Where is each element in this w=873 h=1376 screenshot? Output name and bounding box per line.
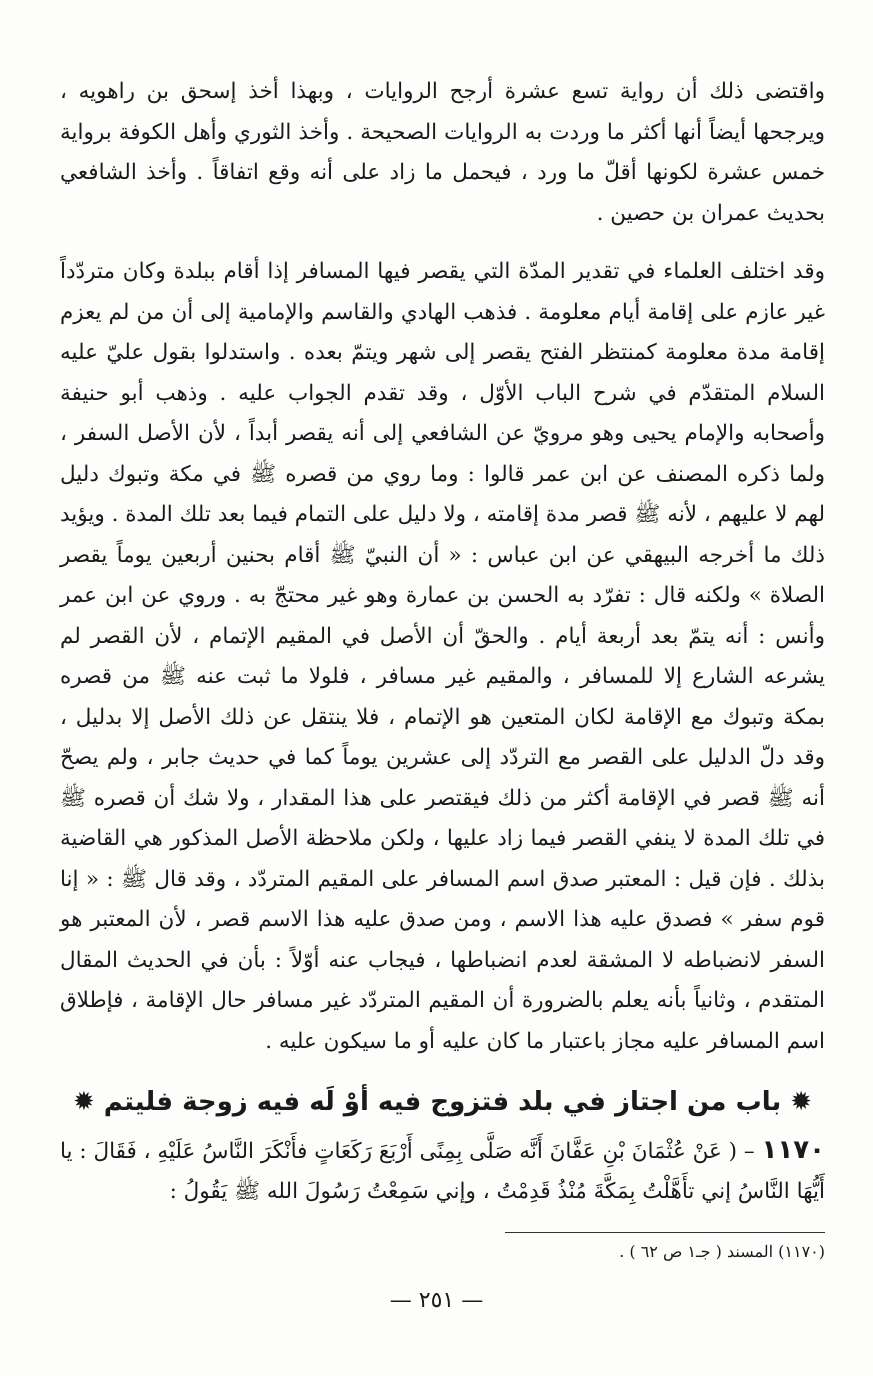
paragraph-1: واقتضى ذلك أن رواية تسع عشرة أرجح الروايات ، وبهذا أخذ إسحق بن راهويه ، ويرجحها أيضاً أنها أكثر ما وردت به الروايات الصحيحة . وأخذ الثوري وأهل الكوفة برواية خمس عشرة لكونها أقلّ ما ورد ، فيحمل ما زاد على أنه وقع اتفاقاً . وأخذ الشافعي بحديث عمران بن حصين .	[60, 79, 825, 226]
hadith-block	[60, 1130, 825, 1212]
page-number: — ٢٥١ —	[389, 1288, 484, 1313]
hadith-number: ١١٧٠	[761, 1135, 825, 1165]
footnote-divider	[505, 1232, 825, 1233]
hadith-separator: –	[737, 1139, 762, 1164]
chapter-heading: ✹ باب من اجتاز في بلد فتزوج فيه أوْ لَه فيه زوجة فليتم ✹	[72, 1087, 813, 1117]
hadith-text: ( عَنْ عُثْمَانَ بْنِ عَفَّانَ أَنَّه صَلَّى بِمِنًى أَرْبَعَ رَكَعَاتٍ فأَنْكَرَ النَّاسُ عَلَيْهِ ، فَقَالَ : يا أَيُّهَا النَّاسُ إني تأَهَّلْتُ بِمَكَّةَ مُنْذُ قَدِمْتُ ، وإني سَمِعْتُ رَسُولَ الله ﷺ يَقُولُ :	[60, 1139, 825, 1204]
paragraph-2: وقد اختلف العلماء في تقدير المدّة التي يقصر فيها المسافر إذا أقام ببلدة وكان متردّداً غير عازم على إقامة أيام معلومة . فذهب الهادي والقاسم والإمامية إلى أن من لم يعزم إقامة مدة معلومة كمنتظر الفتح يقصر إلى شهر ويتمّ بعده . واستدلوا بقول عليّ عليه السلام المتقدّم في شرح الباب الأوّل ، وقد تقدم الجواب عليه . وذهب أبو حنيفة وأصحابه والإمام يحيى وهو مرويّ عن الشافعي إلى أنه يقصر أبداً ، لأن الأصل السفر ، ولما ذكره المصنف عن ابن عمر قالوا : وما روي من قصره ﷺ في مكة وتبوك دليل لهم لا عليهم ، لأنه ﷺ قصر مدة إقامته ، ولا دليل على التمام فيما بعد تلك المدة . ويؤيد ذلك ما أخرجه البيهقي عن ابن عباس : « أن النبيّ ﷺ أقام بحنين أربعين يوماً يقصر الصلاة » ولكنه قال : تفرّد به الحسن بن عمارة وهو غير محتجّ به . وروي عن ابن عمر وأنس : أنه يتمّ بعد أربعة أيام . والحقّ أن الأصل في المقيم الإتمام ، لأن القصر لم يشرعه الشارع إلا للمسافر ، والمقيم غير مسافر ، فلولا ما ثبت عنه ﷺ من قصره بمكة وتبوك مع الإقامة لكان المتعين هو الإتمام ، فلا ينتقل عن ذلك الأصل إلا بدليل ، وقد دلّ الدليل على القصر مع التردّد إلى عشرين يوماً كما في حديث جابر ، ولم يصحّ أنه ﷺ قصر في الإقامة أكثر من ذلك فيقتصر على هذا المقدار ، ولا شك أن قصره ﷺ في تلك المدة لا ينفي القصر فيما زاد عليها ، ولكن ملاحظة الأصل المذكور هي القاضية بذلك . فإن قيل : المعتبر صدق اسم المسافر على المقيم المتردّد ، وقد قال ﷺ : « إنا قوم سفر » فصدق عليه هذا الاسم ، ومن صدق عليه هذا الاسم قصر ، لأن المعتبر هو السفر لانضباطه لا المشقة لعدم انضباطها ، فيجاب عنه أوّلاً : بأن في الحديث المقال المتقدم ، وثانياً بأنه يعلم بالضرورة أن المقيم المتردّد غير مسافر حال الإقامة ، فإطلاق اسم المسافر عليه مجاز باعتبار ما كان عليه أو ما سيكون عليه .	[60, 259, 825, 1054]
footnote: (١١٧٠) المسند ( جـ١ ص ٦٢ ) .	[619, 1242, 825, 1261]
